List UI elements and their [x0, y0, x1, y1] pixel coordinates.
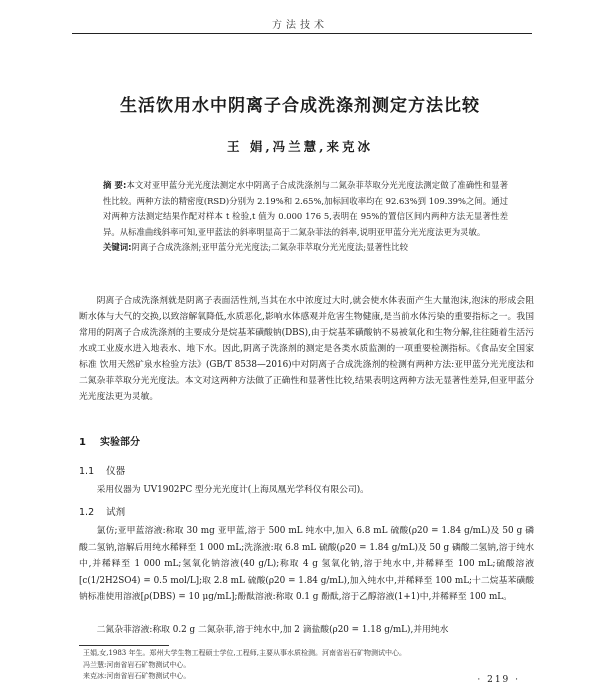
subsection-instrument — [79, 463, 125, 477]
subsection-number: 1.2 — [79, 507, 95, 518]
subsection-reagents — [79, 504, 125, 518]
abstract — [103, 178, 508, 240]
keywords-label: 关键词: — [103, 242, 132, 252]
page-number: · 219 · — [477, 675, 520, 685]
header-rule — [72, 33, 532, 34]
abstract-text: 本文对亚甲蓝分光光度法测定水中阴离子合成洗涤剂与二氮杂菲萃取分光光度法测定做了准确性和显著性比较。两种方法的精密度(RSD)分别为 2.19%和 2.65%,加标回收率均在 92.63%到 109.39%之间。通过对两种方法测定结果作配对样本 t 检验,t 值为 0.000 176 5,表明在 95%的置信区间内两种方法无显著性差异。从标准曲线斜率可知,亚甲蓝法的斜率明显高于二氮杂菲法的斜率,说明亚甲蓝分光光度法更为灵敏。 — [103, 180, 509, 237]
footnote-item: 来克冰:河南省岩石矿物测试中心。 — [83, 672, 191, 680]
reagents-paragraph: 氯仿;亚甲蓝溶液:称取 30 mg 亚甲蓝,溶于 500 mL 纯水中,加入 6.8 mL 硫酸(ρ20 = 1.84 g/mL)及 50 g 磷酸二氢钠,溶解后用纯水稀释至 1 000 mL;洗涤液:取 6.8 mL 硫酸(ρ20 = 1.84 g/mL)及 50 g 磷酸二氢钠,溶于纯水中,并稀释至 1 000 mL;氢氧化钠溶液(40 g/L);称取 4 g 氢氧化钠,溶于纯水中,并稀释至 100 mL;硫酸溶液[c(1/2H2SO4) = 0.5 mol/L];取 2.8 mL 硫酸(ρ20 = 1.84 g/mL),加入纯水中,并稀释至 100 mL;十二烷基苯磺酸钠标准使用溶液[ρ(DBS) = 10 μg/mL];酚酞溶液:称取 0.1 g 酚酞,溶于乙醇溶液(1+1)中,并稀释至 100 mL。 — [79, 526, 534, 603]
abstract-block — [103, 178, 508, 256]
abstract-label: 摘 要: — [103, 180, 127, 190]
footnote-rule — [79, 645, 169, 646]
subsection-number: 1.1 — [79, 466, 95, 477]
keywords — [103, 240, 508, 256]
section-heading — [79, 433, 140, 448]
footnote-item: 冯兰慧:河南省岩石矿物测试中心。 — [83, 660, 191, 669]
section-title: 实验部分 — [99, 437, 140, 448]
intro-paragraph: 阴离子合成洗涤剂就是阴离子表面活性剂,当其在水中浓度过大时,就会使水体表面产生大量泡沫,泡沫的形成会阻断水体与大气的交换,以致溶解氧降低,水质恶化,影响水体感观并危害生物健康,是当前水体污染的重要指标之一。我国常用的阴离子合成洗涤剂的主要成分是烷基苯磺酸钠(DBS),由于烷基苯磺酸钠不易被氧化和生物分解,往往随着生活污水或工业废水进入地表水、地下水。因此,阴离子洗涤剂的测定是各类水质监测的一项重要检测指标。《食品安全国家标准 饮用天然矿泉水检验方法》(GB/T 8538—2016)中对阴离子合成洗涤剂的检测有两种方法:亚甲蓝分光光度法和二氮杂菲萃取分光光度法。本文对这两种方法做了正确性和显著性比较,结果表明这两种方法无显著性差异,但亚甲蓝分光光度法更为灵敏。 — [79, 296, 534, 402]
reagents-paragraph-2: 二氮杂菲溶液:称取 0.2 g 二氮杂菲,溶于纯水中,加 2 滴盐酸(ρ20 = 1.18 g/mL),并用纯水 — [96, 625, 449, 635]
authors: 王 娟,冯兰慧,来克冰 — [226, 139, 374, 154]
keywords-text: 阴离子合成洗涤剂;亚甲蓝分光光度法;二氮杂菲萃取分光光度法;显著性比较 — [131, 242, 408, 252]
paper-title: 生活饮用水中阴离子合成洗涤剂测定方法比较 — [120, 96, 480, 116]
section-number: 1 — [79, 437, 86, 448]
footnote-item: 王娟,女,1983 年生。郑州大学生物工程硕士学位,工程师,主要从事水质检测。河南省岩石矿物测试中心。 — [83, 649, 406, 657]
running-head: 方法技术 — [272, 20, 328, 31]
subsection-title: 试剂 — [106, 507, 126, 518]
footnotes — [83, 648, 533, 683]
subsection-title: 仪器 — [106, 466, 126, 477]
instrument-paragraph: 采用仪器为 UV1902PC 型分光光度计(上海凤凰光学科仪有限公司)。 — [96, 485, 369, 495]
